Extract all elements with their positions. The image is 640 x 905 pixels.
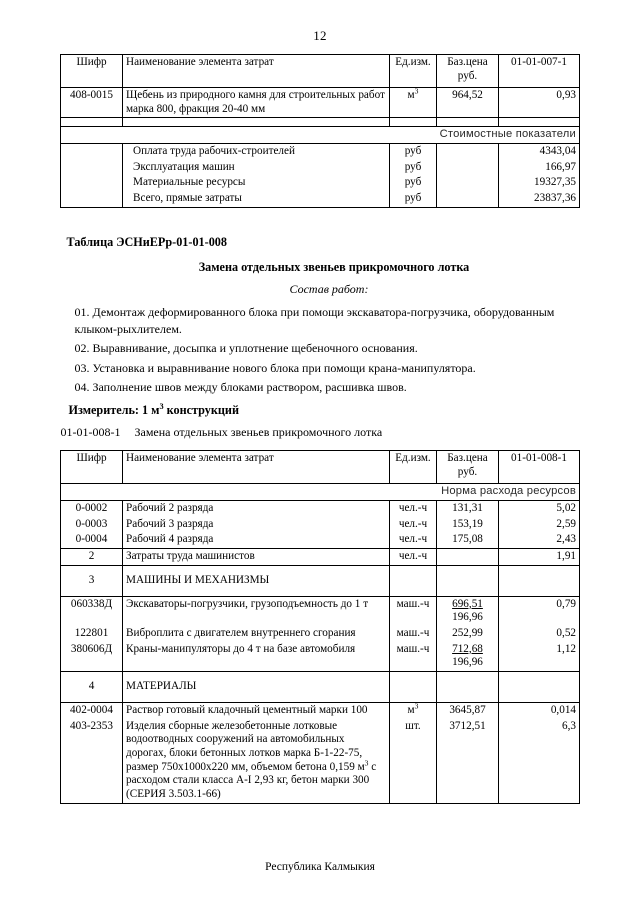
cell-value: 166,97 [499, 160, 580, 176]
header-unit: Ед.изм. [390, 55, 437, 88]
table-row [61, 642, 580, 672]
table-row [61, 702, 580, 718]
cell-code [61, 191, 123, 207]
header-price-line1: Баз.цена [447, 452, 488, 465]
table-row [61, 160, 580, 176]
header-norm-code: 01-01-007-1 [499, 55, 580, 88]
cell-value: 4343,04 [499, 143, 580, 159]
table-row [61, 88, 580, 118]
cell-code: 3 [61, 565, 123, 596]
table-row [61, 596, 580, 626]
cell-summary-label: Материальные ресурсы [123, 175, 390, 191]
cell-price: 175,08 [437, 532, 499, 548]
cell-unit: маш.-ч [390, 626, 437, 642]
measure-unit-line [61, 402, 580, 419]
measure-label: Измеритель: 1 м [68, 403, 160, 418]
table-row [61, 517, 580, 533]
cell-norm: 2,59 [499, 517, 580, 533]
header-price [437, 55, 499, 88]
cell-norm: 0,93 [499, 88, 580, 118]
cell-name: Рабочий 2 разряда [123, 501, 390, 517]
cell-norm: 1,12 [499, 642, 580, 672]
cell-name: Щебень из природного камня для строительных работ марка 800, фракция 20-40 мм [123, 88, 390, 118]
cell-unit: руб [390, 160, 437, 176]
cell-norm: 5,02 [499, 501, 580, 517]
cell-unit [390, 702, 437, 718]
norm-code: 01-01-008-1 [60, 425, 121, 440]
cell-unit: руб [390, 143, 437, 159]
cell-name: Раствор готовый кладочный цементный марки 100 [123, 702, 390, 718]
table2-body [61, 484, 580, 803]
table1-body [61, 88, 580, 208]
cell-section-heading: МАШИНЫ И МЕХАНИЗМЫ [123, 565, 390, 596]
cell-unit: чел.-ч [390, 532, 437, 548]
band-label-cost: Стоимостные показатели [61, 127, 580, 144]
cell-summary-label: Оплата труда рабочих-строителей [123, 143, 390, 159]
cell-summary-label: Всего, прямые затраты [123, 191, 390, 207]
work-item: 03. Установка и выравнивание нового блока при помощи крана-манипулятора. [74, 360, 476, 375]
table-subtitle: Замена отдельных звеньев прикромочного лотка [198, 259, 470, 274]
cell-norm [499, 671, 580, 702]
header-code: Шифр [61, 451, 123, 484]
unit-base: м [407, 703, 415, 716]
cell-unit [390, 88, 437, 118]
cell-norm: 1,91 [499, 549, 580, 566]
table2-header [61, 451, 580, 484]
spacer-cell-4 [437, 118, 499, 127]
resource-norm-band [61, 484, 580, 501]
work-item: 04. Заполнение швов между блоками раствором, расшивка швов. [74, 380, 407, 395]
unit-base: м [407, 89, 415, 101]
cell-code: 122801 [61, 626, 123, 642]
cell-price [437, 671, 499, 702]
cell-price [437, 143, 499, 159]
band-label-norm: Норма расхода ресурсов [61, 484, 580, 501]
unit-sup: 3 [414, 86, 419, 96]
cell-name: Экскаваторы-погрузчики, грузоподъемность до 1 т [123, 596, 390, 626]
header-unit: Ед.изм. [390, 451, 437, 484]
cell-norm: 2,43 [499, 532, 580, 548]
cell-norm: 0,79 [499, 596, 580, 626]
table-row [61, 719, 580, 803]
table-row [61, 565, 580, 596]
cell-code [61, 160, 123, 176]
header-price-line2: руб. [457, 466, 478, 479]
cell-price: 964,52 [437, 88, 499, 118]
header-name: Наименование элемента затрат [123, 55, 390, 88]
table-row [61, 191, 580, 207]
cell-price-main: 696,51 [452, 597, 483, 610]
works-composition-label: Состав работ: [289, 282, 369, 297]
header-price-line2: руб. [457, 69, 478, 82]
header-price-line1: Баз.цена [447, 56, 488, 68]
cell-code: 060338Д [61, 596, 123, 626]
cost-indicators-band [61, 127, 580, 144]
cell-price [437, 642, 499, 672]
table-title: Таблица ЭСНиЕРр-01-01-008 [66, 234, 227, 249]
table1-header [61, 55, 580, 88]
spacer-cell-3 [390, 118, 437, 127]
cell-code: 402-0004 [61, 702, 123, 718]
cell-code: 403-2353 [61, 719, 123, 803]
cell-unit: маш.-ч [390, 642, 437, 672]
cell-unit [390, 565, 437, 596]
cell-unit: чел.-ч [390, 501, 437, 517]
cell-code [61, 143, 123, 159]
cell-unit: чел.-ч [390, 549, 437, 566]
cell-unit: руб [390, 191, 437, 207]
cell-value: 19327,35 [499, 175, 580, 191]
header-name: Наименование элемента затрат [123, 451, 390, 484]
cell-code: 408-0015 [61, 88, 123, 118]
cell-unit: шт. [390, 719, 437, 803]
header-code: Шифр [61, 55, 123, 88]
cell-norm: 6,3 [499, 719, 580, 803]
cost-table-007 [60, 54, 580, 208]
table-row [61, 671, 580, 702]
cell-code: 380606Д [61, 642, 123, 672]
cell-name: Затраты труда машинистов [123, 549, 390, 566]
measure-tail: конструкций [163, 403, 239, 418]
cell-section-heading: МАТЕРИАЛЫ [123, 671, 390, 702]
cell-price [437, 549, 499, 566]
cell-price-sub: 196,96 [452, 611, 483, 624]
cell-price: 153,19 [437, 517, 499, 533]
cell-code [61, 175, 123, 191]
cell-price: 252,99 [437, 626, 499, 642]
cell-price [437, 160, 499, 176]
cell-code: 0-0003 [61, 517, 123, 533]
table-row [61, 549, 580, 566]
cell-price [437, 565, 499, 596]
spacer-cell-1 [61, 118, 123, 127]
spacer-cell-5 [499, 118, 580, 127]
section-text-block [61, 208, 580, 442]
table-row [61, 175, 580, 191]
cell-name: Виброплита с двигателем внутреннего сгорания [123, 626, 390, 642]
cell-name: Краны-манипуляторы до 4 т на базе автомобиля [123, 642, 390, 672]
header-norm-code: 01-01-008-1 [499, 451, 580, 484]
cell-price: 3645,87 [437, 702, 499, 718]
cell-name: Рабочий 3 разряда [123, 517, 390, 533]
unit-sup: 3 [414, 701, 419, 711]
norm-line [61, 424, 580, 441]
work-item: 01. Демонтаж деформированного блока при помощи экскаватора-погрузчика, оборудованным клыком-рыхлителем. [74, 305, 555, 336]
cell-name: Рабочий 4 разряда [123, 532, 390, 548]
cell-price [437, 175, 499, 191]
cell-code: 0-0002 [61, 501, 123, 517]
table1-spacer-row [61, 118, 580, 127]
header-price [437, 451, 499, 484]
cell-unit [390, 671, 437, 702]
cell-price-main: 712,68 [452, 642, 483, 655]
cell-unit: чел.-ч [390, 517, 437, 533]
page-footer: Республика Калмыкия [265, 861, 375, 873]
cell-summary-label: Эксплуатация машин [123, 160, 390, 176]
cell-code: 2 [61, 549, 123, 566]
norm-name: Замена отдельных звеньев прикромочного лотка [134, 425, 383, 440]
cell-norm: 0,014 [499, 702, 580, 718]
resource-table-008 [60, 450, 580, 803]
table-row [61, 626, 580, 642]
table-row [61, 143, 580, 159]
cell-norm: 0,52 [499, 626, 580, 642]
cell-unit: руб [390, 175, 437, 191]
table-row [61, 532, 580, 548]
cell-code: 0-0004 [61, 532, 123, 548]
cell-unit: маш.-ч [390, 596, 437, 626]
cell-code: 4 [61, 671, 123, 702]
cell-price-sub: 196,96 [452, 656, 483, 669]
work-item: 02. Выравнивание, досыпка и уплотнение щебеночного основания. [74, 341, 418, 356]
cell-price [437, 191, 499, 207]
table-row [61, 501, 580, 517]
cell-price [437, 596, 499, 626]
cell-price: 131,31 [437, 501, 499, 517]
cell-value: 23837,36 [499, 191, 580, 207]
measure-sup: 3 [159, 401, 164, 411]
cell-name: Изделия сборные железобетонные лотковые водоотводных сооружений на автомобильных дорогах, блоки бетонных лотков марка Б-1-22-75, размер 750х1000х220 мм, объемом бетона 0,159 $м^3$ с расходом стали класса А-I 2,93 кг, бетон марки 300 (СЕРИЯ 3.503.1-66) [123, 719, 390, 803]
cell-norm [499, 565, 580, 596]
page-number: 12 [313, 28, 327, 43]
spacer-cell-2 [123, 118, 390, 127]
cell-price: 3712,51 [437, 719, 499, 803]
